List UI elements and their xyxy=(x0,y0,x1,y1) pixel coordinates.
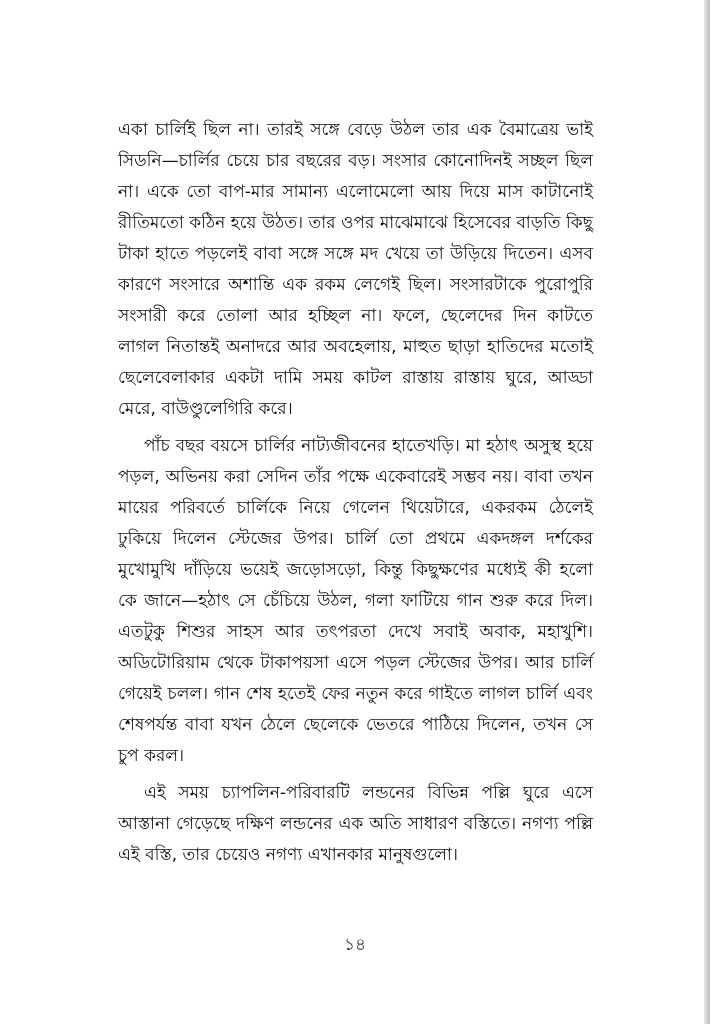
paragraph-1: একা চার্লিই ছিল না। তারই সঙ্গে বেড়ে উঠল তার এক বৈমাত্রেয় ভাই সিডনি—চার্লির চেয়ে চার বছরের বড়। সংসার কোনোদিনই সচ্ছল ছিল না। একে তো বাপ-মার সামান্য এলোমেলো আয় দিয়ে মাস কাটানোই রীতিমতো কঠিন হয়ে উঠত। তার ওপর মাঝেমাঝে হিসেবের বাড়তি কিছু টাকা হাতে পড়লেই বাবা সঙ্গে সঙ্গে মদ খেয়ে তা উড়িয়ে দিতেন। এসব কারণে সংসারে অশান্তি এক রকম লেগেই ছিল। সংসারটাকে পুরোপুরি সংসারী করে তোলা আর হচ্ছিল না। ফলে, ছেলেদের দিন কাটতে লাগল নিতান্তই অনাদরে আর অবহেলায়, মাহুত ছাড়া হাতিদের মতোই ছেলেবেলাকার একটা দামি সময় কাটল রাস্তায় রাস্তায় ঘুরে, আড্ডা মেরে, বাউণ্ডুলেগিরি করে। xyxy=(118,120,593,419)
page-number: ১৪ xyxy=(343,935,367,955)
page-body xyxy=(118,115,593,877)
page-edge-shadow xyxy=(704,0,710,1024)
paragraph-2: পাঁচ বছর বয়সে চার্লির নাট্যজীবনের হাতেখড়ি। মা হঠাৎ অসুস্থ হয়ে পড়ল, অভিনয় করা সেদিন তাঁর পক্ষে একেবারেই সম্ভব নয়। বাবা তখন মায়ের পরিবর্তে চার্লিকে নিয়ে গেলেন থিয়েটারে, একরকম ঠেলেই ঢুকিয়ে দিলেন স্টেজের উপর। চার্লি তো প্রথমে একদঙ্গল দর্শকের মুখোমুখি দাঁড়িয়ে ভয়েই জড়োসড়ো, কিন্তু কিছুক্ষণের মধ্যেই কী হলো কে জানে—হঠাৎ সে চেঁচিয়ে উঠল, গলা ফাটিয়ে গান শুরু করে দিল। এতটুকু শিশুর সাহস আর তৎপরতা দেখে সবাই অবাক, মহাখুশি। অডিটোরিয়াম থেকে টাকাপয়সা এসে পড়ল স্টেজের উপর। আর চার্লি গেয়েই চলল। গান শেষ হতেই ফের নতুন করে গাইতে লাগল চার্লি এবং শেষপর্যন্ত বাবা যখন ঠেলে ছেলেকে ভেতরে পাঠিয়ে দিলেন, তখন সে চুপ করল। xyxy=(118,436,593,766)
paragraph-3: এই সময় চ্যাপলিন-পরিবারটি লন্ডনের বিভিন্ন পল্লি ঘুরে এসে আস্তানা গেড়েছে দক্ষিণ লন্ডনের এক অতি সাধারণ বস্তিতে। নগণ্য পল্লি এই বস্তি, তার চেয়েও নগণ্য এখানকার মানুষগুলো। xyxy=(118,783,593,865)
